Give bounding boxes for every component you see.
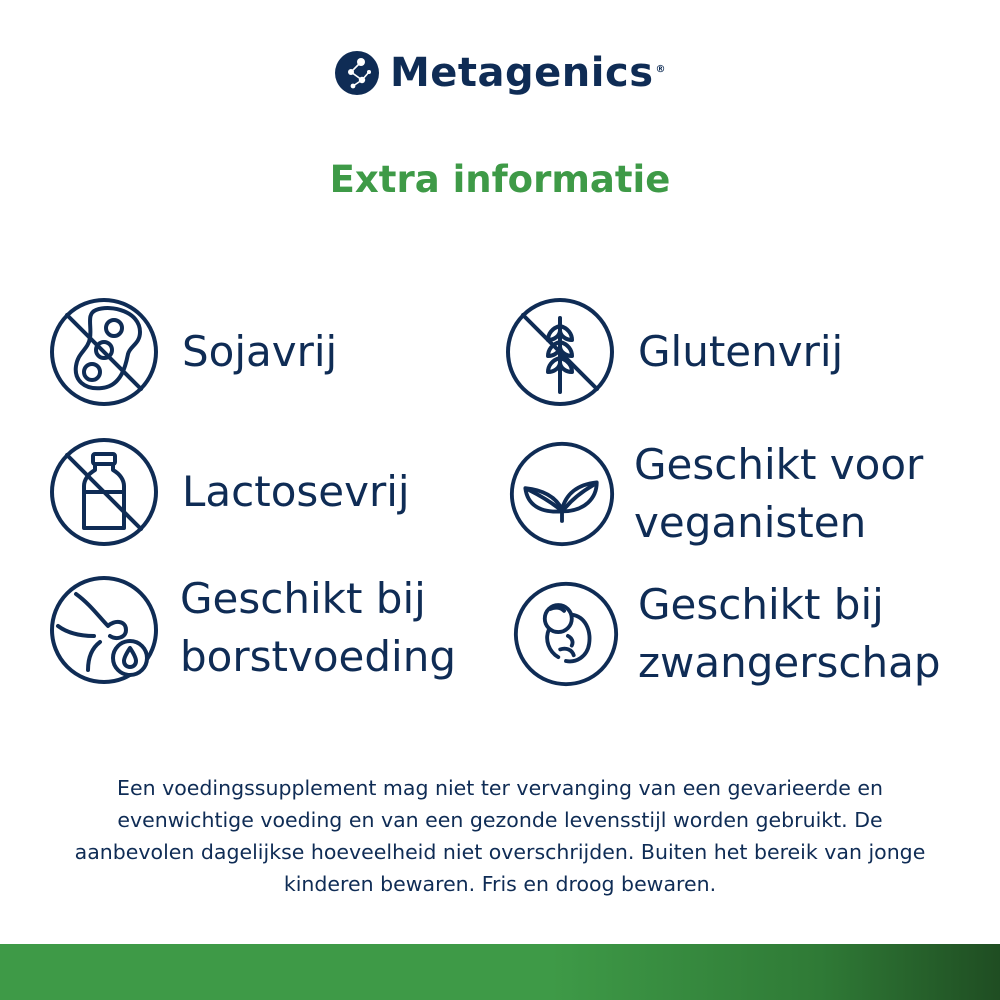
feature-label bbox=[638, 323, 843, 381]
feature-pregnancy bbox=[512, 576, 941, 692]
feature-breastfeeding bbox=[48, 574, 456, 686]
feature-label-line: veganisten bbox=[634, 498, 867, 547]
feature-label-line: Lactosevrij bbox=[182, 467, 410, 516]
feature-label bbox=[638, 576, 941, 692]
feature-label-line: Glutenvrij bbox=[638, 327, 844, 376]
bottom-green-band bbox=[0, 944, 1000, 1000]
registered-mark: ® bbox=[655, 63, 666, 75]
pregnancy-fetus-icon bbox=[512, 580, 620, 688]
feature-label-line: Sojavrij bbox=[182, 327, 338, 376]
feature-label-line: Geschikt bij bbox=[180, 574, 426, 623]
disclaimer-text: Een voedingssupplement mag niet ter vervanging van een gevarieerde en evenwichtige voeding en van een gezonde levensstijl worden gebruikt. De aanbevolen dagelijkse hoeveelheid niet overschrijden. Buiten het bereik van jonge kinderen bewaren. Fris en droog bewaren. bbox=[74, 776, 926, 896]
vegan-leaves-icon bbox=[508, 440, 616, 548]
feature-label bbox=[180, 570, 456, 686]
feature-label bbox=[634, 436, 923, 552]
feature-label bbox=[182, 463, 410, 521]
feature-label-line: Geschikt voor bbox=[634, 440, 924, 489]
feature-vegan bbox=[508, 436, 923, 552]
no-soy-icon bbox=[48, 296, 160, 408]
breastfeeding-icon bbox=[48, 574, 160, 686]
no-lactose-bottle-icon bbox=[48, 436, 160, 548]
feature-label-line: borstvoeding bbox=[180, 632, 456, 681]
feature-label-line: Geschikt bij bbox=[638, 580, 884, 629]
feature-gluten-free bbox=[504, 296, 843, 408]
feature-label bbox=[182, 323, 337, 381]
feature-soy-free bbox=[48, 296, 337, 408]
brand-logo bbox=[0, 50, 1000, 96]
feature-label-line: zwangerschap bbox=[638, 638, 941, 687]
feature-lactose-free bbox=[48, 436, 410, 548]
no-gluten-wheat-icon bbox=[504, 296, 616, 408]
brand-name: Metagenics ® bbox=[389, 50, 666, 96]
molecule-logo-icon bbox=[334, 50, 380, 96]
page-title: Extra informatie bbox=[329, 158, 671, 201]
